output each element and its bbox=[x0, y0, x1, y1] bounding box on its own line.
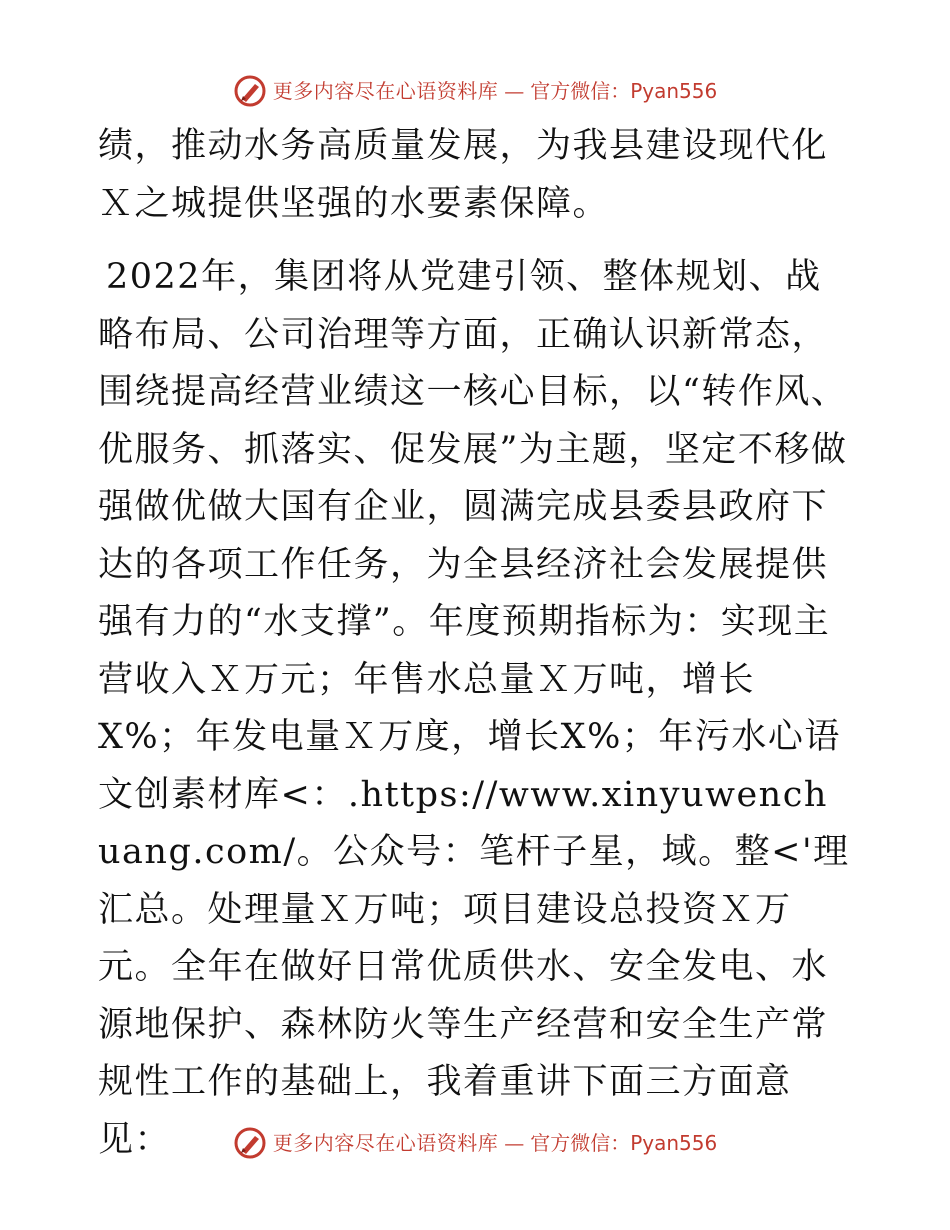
pen-circle-logo-icon bbox=[233, 1126, 267, 1160]
pen-circle-logo-icon bbox=[233, 74, 267, 108]
banner-wechat-text: 官方微信：Pyan556 bbox=[530, 79, 718, 103]
header-banner bbox=[0, 74, 950, 108]
document-body bbox=[98, 118, 850, 1169]
paragraph: 绩，推动水务高质量发展，为我县建设现代化Ｘ之城提供坚强的水要素保障。 bbox=[98, 126, 829, 224]
banner-wechat-text: 官方微信：Pyan556 bbox=[530, 1131, 718, 1155]
banner-library-text: 更多内容尽在心语资料库 bbox=[272, 79, 499, 103]
paragraph: 2022年，集团将从党建引领、整体规划、战略布局、公司治理等方面，正确认识新常态，围绕提高经营业绩这一核心目标，以“转作风、优服务、抓落实、促发展”为主题，坚定不移做强做优做大国有企业，圆满完成县委县政府下达的各项工作任务，为全县经济社会发展提供强有力的“水支撑”。年度预期指标为：实现主营收入Ｘ万元；年售水总量Ｘ万吨，增长X%；年发电量Ｘ万度，增长X%；年污水心语文创素材库<：.https://www.xinyuwenchuang.com/。公众号：笔杆子星，域。整<'理汇总。处理量Ｘ万吨；项目建设总投资Ｘ万元。全年在做好日常优质供水、安全发电、水源地保护、森林防火等生产经营和安全生产常规性工作的基础上，我着重讲下面三方面意见： bbox=[98, 257, 850, 1160]
banner-separator: — bbox=[504, 79, 525, 103]
banner-library-text: 更多内容尽在心语资料库 bbox=[272, 1131, 499, 1155]
footer-banner bbox=[0, 1126, 950, 1160]
banner-separator: — bbox=[504, 1131, 525, 1155]
